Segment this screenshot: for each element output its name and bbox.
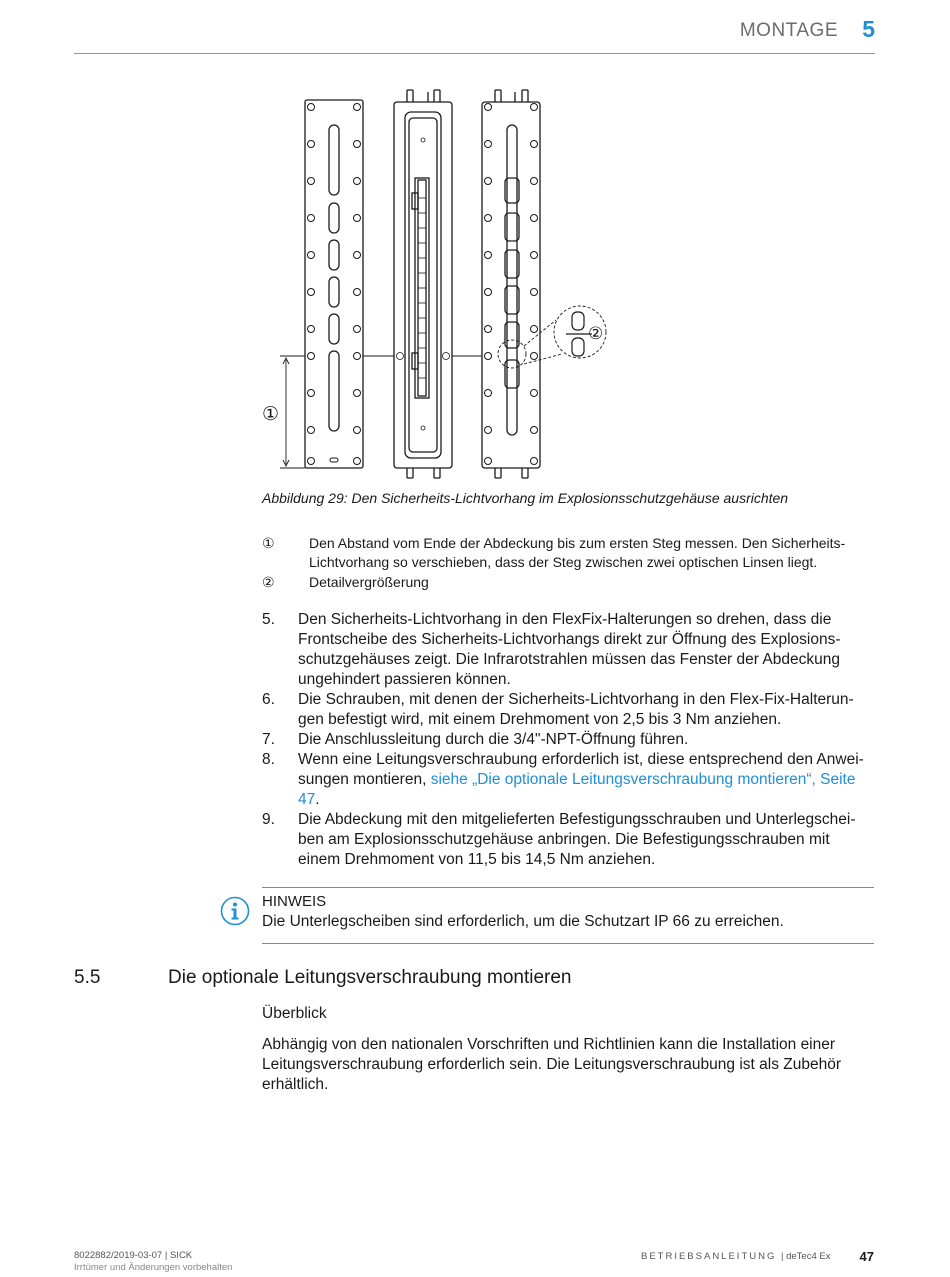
step-number: 7. — [262, 731, 275, 748]
subsection-title: Überblick — [262, 1005, 327, 1022]
step-number: 6. — [262, 691, 275, 708]
chapter-title: MONTAGE — [739, 20, 838, 41]
footer-doc-type-label: BETRIEBSANLEITUNG — [641, 1251, 777, 1262]
instruction-steps — [262, 610, 874, 870]
step-6 — [262, 690, 874, 730]
step-7 — [262, 730, 874, 750]
legend-text-2: Detailvergrößerung — [309, 574, 429, 590]
step-number: 9. — [262, 811, 275, 828]
aligned-panel — [482, 90, 540, 478]
step-8 — [262, 750, 874, 810]
overview-paragraph: Abhängig von den nationalen Vorschriften und Richtlinien kann die Installation einer Leitungsverschraubung erforderlich sein. Die Leitungsverschraubung ist als Zubehör erhältlich. — [262, 1036, 841, 1093]
section-number: 5.5 — [74, 967, 101, 988]
step-text: Den Sicherheits-Lichtvorhang in den FlexFix-Halterungen so drehen, dass die Frontscheibe des Sicherheits-Lichtvorhangs direkt zur Öffnung des Explosionsschutzgehäuses zeigt. Die Infrarotstrahlen müssen das Fenster der Abdeckung ungehindert passieren können. — [298, 611, 841, 688]
figure-caption: Abbildung 29: Den Sicherheits-Lichtvorhang im Explosionsschutzgehäuse ausrichten — [262, 490, 789, 506]
cover-panel — [305, 100, 363, 468]
note-rule-top — [262, 887, 874, 888]
footer-left — [74, 1250, 232, 1274]
legend-text-1: Den Abstand vom Ende der Abdeckung bis zum ersten Steg messen. Den Sicherheits-Lichtvorhang so verschieben, dass der Steg zwischen zwei optischen Linsen liegt. — [309, 535, 846, 570]
page-number: 47 — [859, 1249, 874, 1264]
legend-marker-1: ① — [262, 535, 275, 551]
note-title: HINWEIS — [262, 893, 327, 910]
note-text: Die Unterlegscheiben sind erforderlich, um die Schutzart IP 66 zu erreichen. — [262, 913, 784, 930]
step-9 — [262, 810, 874, 870]
footer-doc-type — [641, 1251, 830, 1262]
step-number: 5. — [262, 611, 275, 628]
section-title: Die optionale Leitungsverschraubung montieren — [168, 967, 572, 988]
step-text: Die Abdeckung mit den mitgelieferten Befestigungsschrauben und Unterlegscheiben am Explosionsschutzgehäuse anbringen. Die Befestigungsschrauben mit einem Drehmoment von 11,5 bis 14,5 Nm anziehen. — [298, 811, 856, 868]
housing-alignment-drawing — [262, 88, 622, 488]
step-text-end: . — [315, 791, 320, 808]
note-rule-bottom — [262, 943, 874, 944]
cross-reference-link[interactable]: siehe „Die optionale Leitungsverschraubung montieren“, Seite 47 — [298, 771, 856, 808]
step-number: 8. — [262, 751, 275, 768]
housing-panel — [394, 90, 452, 478]
callout-2: ② — [588, 324, 604, 344]
footer-disclaimer: Irrtümer und Änderungen vorbehalten — [74, 1262, 233, 1273]
callout-1: ① — [262, 403, 280, 425]
step-text: Die Anschlussleitung durch die 3/4"-NPT-Öffnung führen. — [298, 731, 689, 748]
footer-doc-id: 8022882/2019-03-07 | SICK — [74, 1250, 193, 1261]
step-5 — [262, 610, 874, 690]
legend-marker-2: ② — [262, 574, 275, 590]
step-text: Wenn eine Leitungsverschraubung erforderlich ist, diese entsprechend den Anweisungen montieren, — [298, 751, 864, 788]
footer-product: | deTec4 Ex — [781, 1251, 831, 1262]
header-rule — [74, 53, 875, 54]
step-text: Die Schrauben, mit denen der Sicherheits-Lichtvorhang in den Flex-Fix-Halterungen befestigt wird, mit einem Drehmoment von 2,5 bis 3 Nm anziehen. — [298, 691, 854, 728]
info-icon — [220, 896, 250, 926]
chapter-number: 5 — [862, 16, 875, 42]
